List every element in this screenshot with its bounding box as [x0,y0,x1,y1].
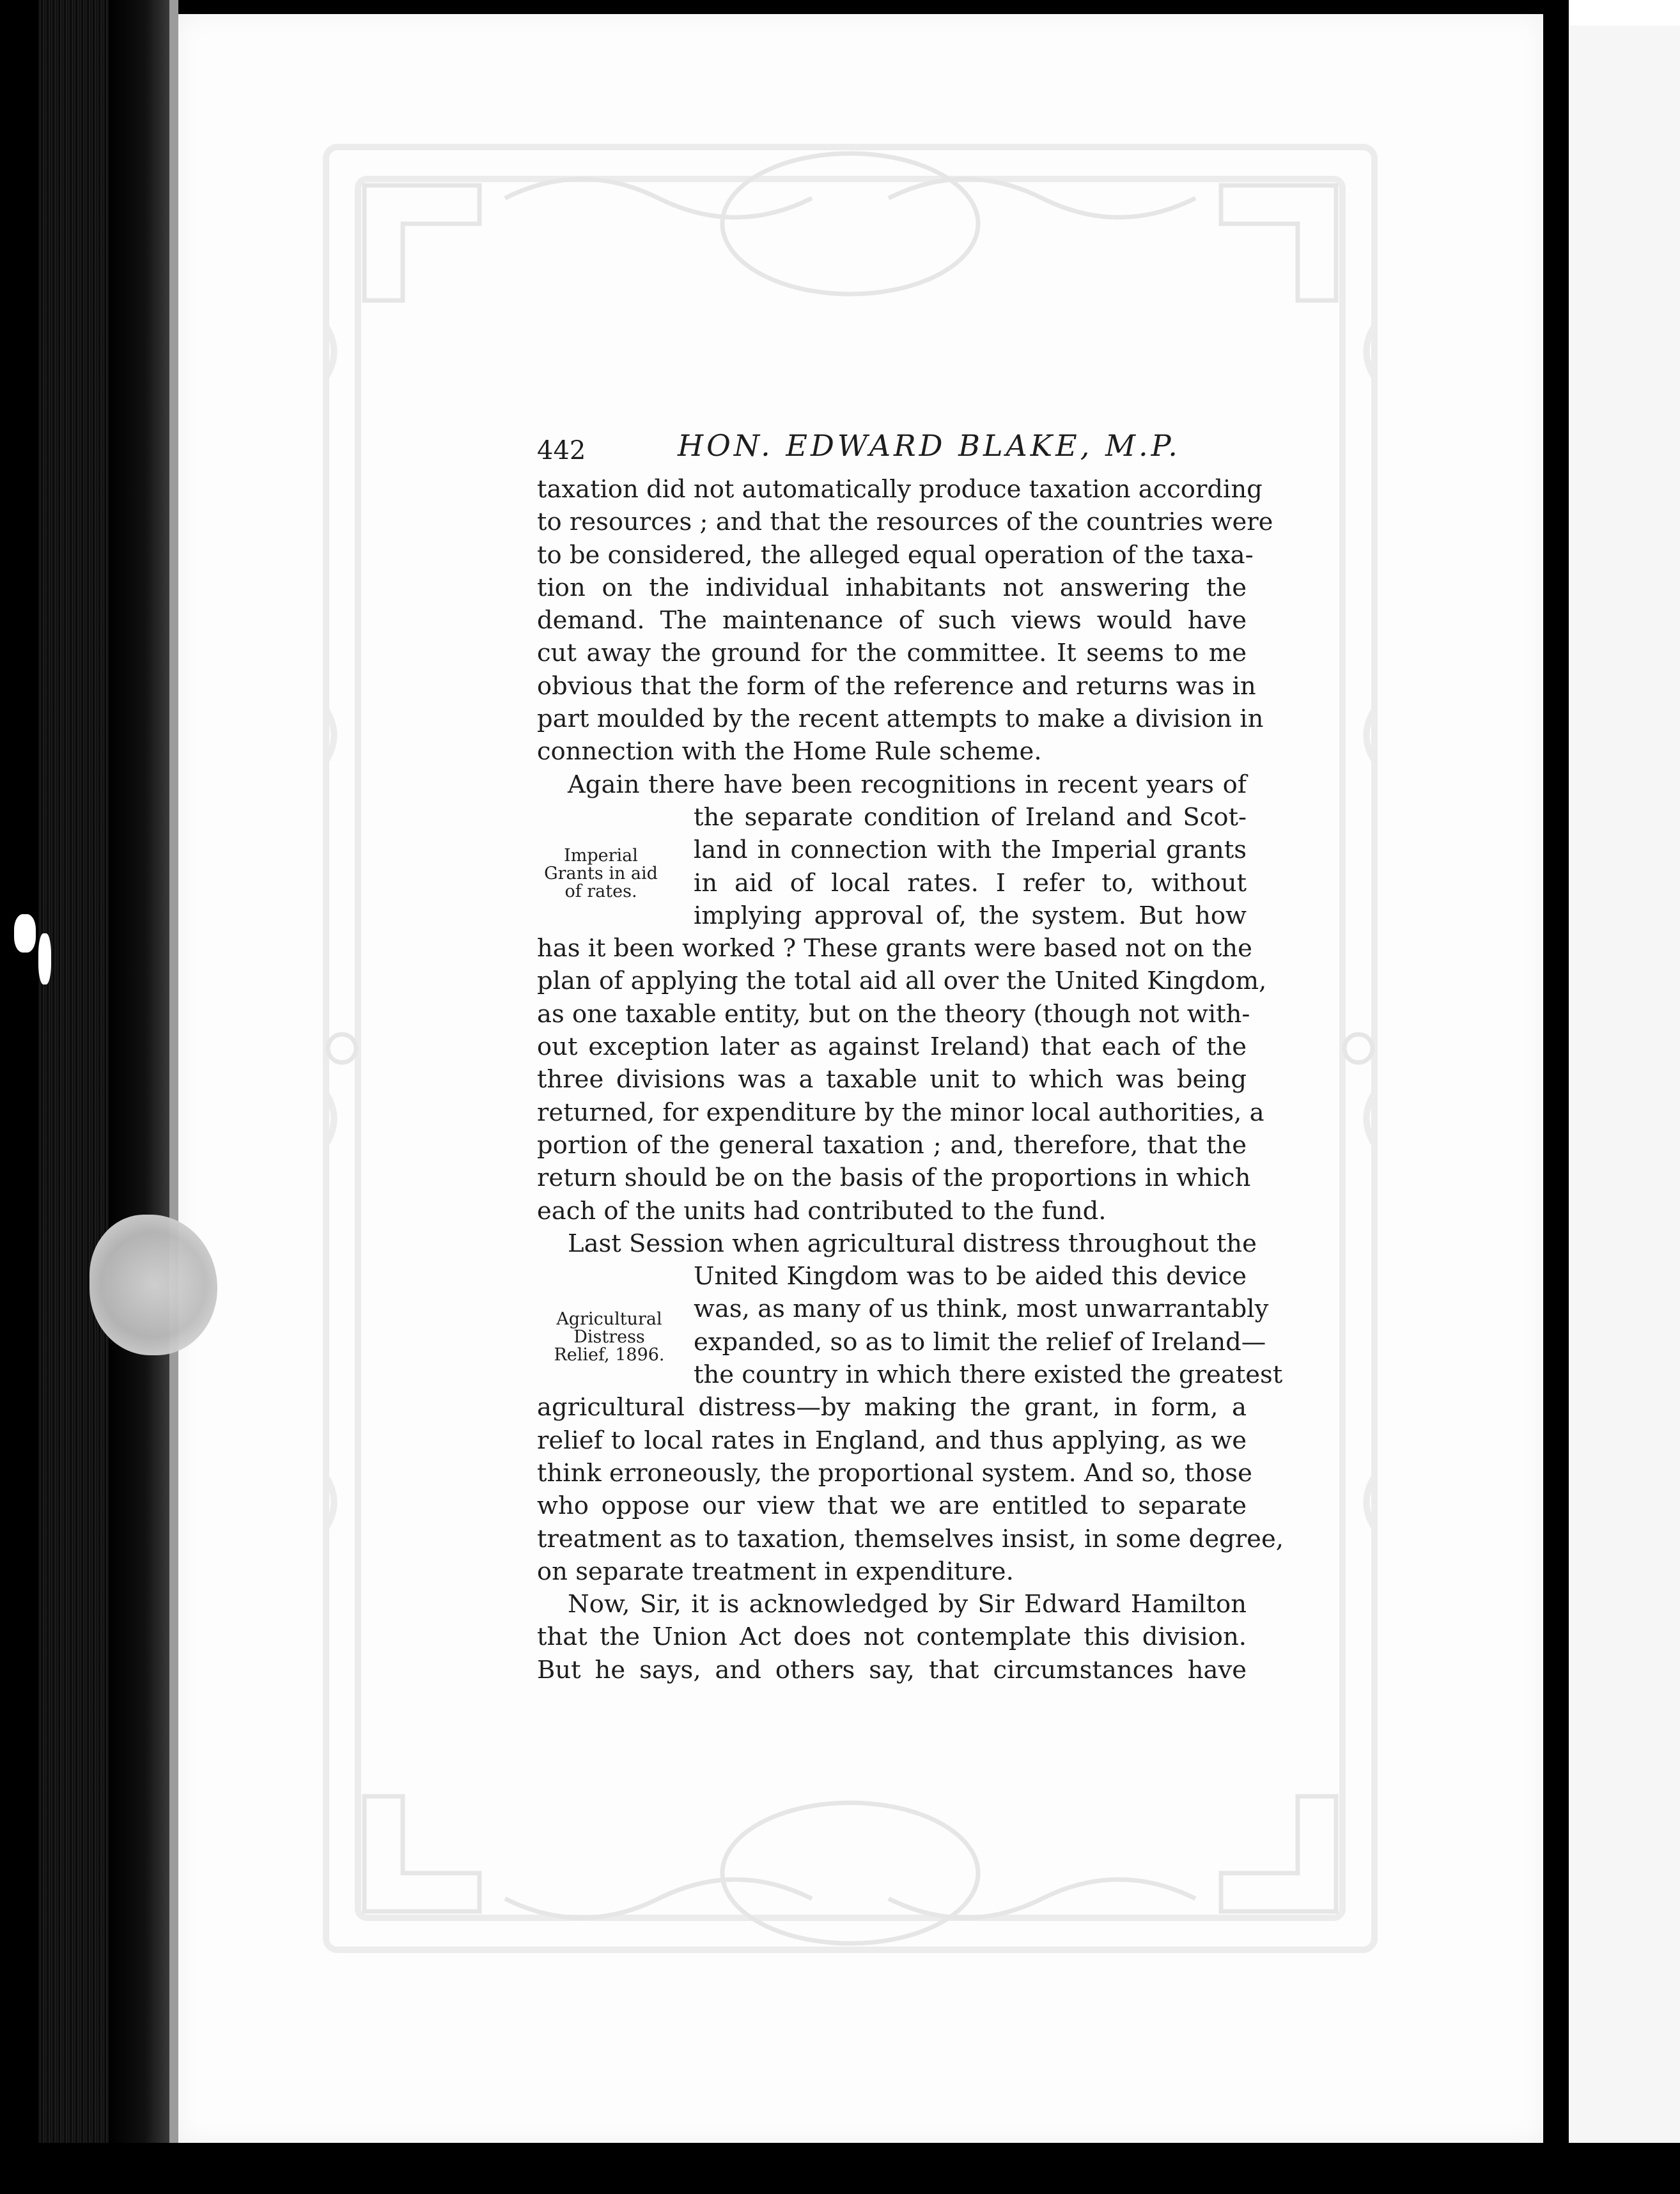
side-note-line: Relief, 1896. [554,1345,665,1365]
text-line: obvious that the form of the reference and returns was in [537,671,1256,701]
text-line: Now, Sir, it is acknowledged by Sir Edward Hamilton [568,1590,1247,1619]
text-line: expanded, so as to limit the relief of Ireland— [694,1327,1266,1357]
text-line: connection with the Home Rule scheme. [537,737,1042,766]
text-line: was, as many of us think, most unwarrantably [694,1295,1269,1324]
side-note-line: of rates. [564,882,637,901]
text-line: tion on the individual inhabitants not answering the [537,573,1247,602]
text-line: taxation did not automatically produce taxation according [537,475,1263,504]
side-note-line: Imperial [564,846,638,866]
text-line: return should be on the basis of the proportions in which [537,1163,1251,1193]
paper-speck [14,914,36,953]
side-note-agricultural-relief [548,1311,670,1364]
text-line: in aid of local rates. I refer to, without [694,868,1247,898]
text-line: land in connection with the Imperial grants [694,836,1247,865]
text-line: demand. The maintenance of such views would have [537,606,1247,635]
page-text [537,428,1284,1686]
text-line: part moulded by the recent attempts to make a division in [537,704,1264,734]
page-number: 442 [537,436,586,465]
text-line: think erroneously, the proportional system. And so, those [537,1458,1252,1488]
text-line: the country in which there existed the greatest [694,1360,1283,1390]
text-line: each of the units had contributed to the fund. [537,1196,1107,1225]
text-line: that the Union Act does not contemplate this division. [537,1622,1247,1652]
text-line: three divisions was a taxable unit to which was being [537,1065,1247,1094]
text-line: United Kingdom was to be aided this device [694,1262,1247,1291]
text-line: to be considered, the alleged equal operation of the taxa- [537,540,1254,570]
text-line: the separate condition of Ireland and Scot- [694,802,1247,832]
book-spine-edge [0,0,38,2194]
text-line: on separate treatment in expenditure. [537,1557,1014,1586]
running-head [537,428,1247,473]
text-line: as one taxable entity, but on the theory (though not with- [537,999,1250,1029]
text-line: Again there have been recognitions in recent years of [568,770,1247,799]
text-line: to resources ; and that the resources of the countries were [537,508,1273,537]
page-right-border [1543,0,1569,2194]
text-line: out exception later as against Ireland) that each of the [537,1032,1247,1062]
page-stack-edge [38,0,109,2194]
text-line: has it been worked ? These grants were based not on the [537,934,1252,963]
text-line: relief to local rates in England, and thus applying, as we [537,1426,1247,1455]
text-line: Last Session when agricultural distress throughout the [568,1229,1257,1258]
side-note-line: Distress [573,1327,645,1347]
text-line: portion of the general taxation ; and, therefore, that the [537,1130,1247,1160]
scan-bottom-border [0,2143,1680,2194]
scan-top-border [178,0,1543,14]
page-left-border [169,0,178,2194]
text-line: But he says, and others say, that circumstances have [537,1655,1247,1684]
text-line: treatment as to taxation, themselves insist, in some degree, [537,1524,1284,1553]
text-line: returned, for expenditure by the minor local authorities, a [537,1098,1264,1127]
running-title: HON. EDWARD BLAKE, M.P. [678,428,1181,463]
side-note-imperial-grants [534,847,668,901]
text-line: agricultural distress—by making the grant, in form, a [537,1393,1247,1422]
side-note-line: Grants in aid [544,864,658,883]
text-line: cut away the ground for the committee. It seems to me [537,639,1247,668]
text-line: who oppose our view that we are entitled to separate [537,1491,1247,1521]
facing-page-edge [1569,26,1680,2174]
side-note-line: Agricultural [556,1309,662,1329]
gutter-shadow [109,0,169,2194]
paper-speck [38,933,51,984]
text-line: plan of applying the total aid all over the United Kingdom, [537,967,1267,996]
text-line: implying approval of, the system. But how [694,901,1247,930]
